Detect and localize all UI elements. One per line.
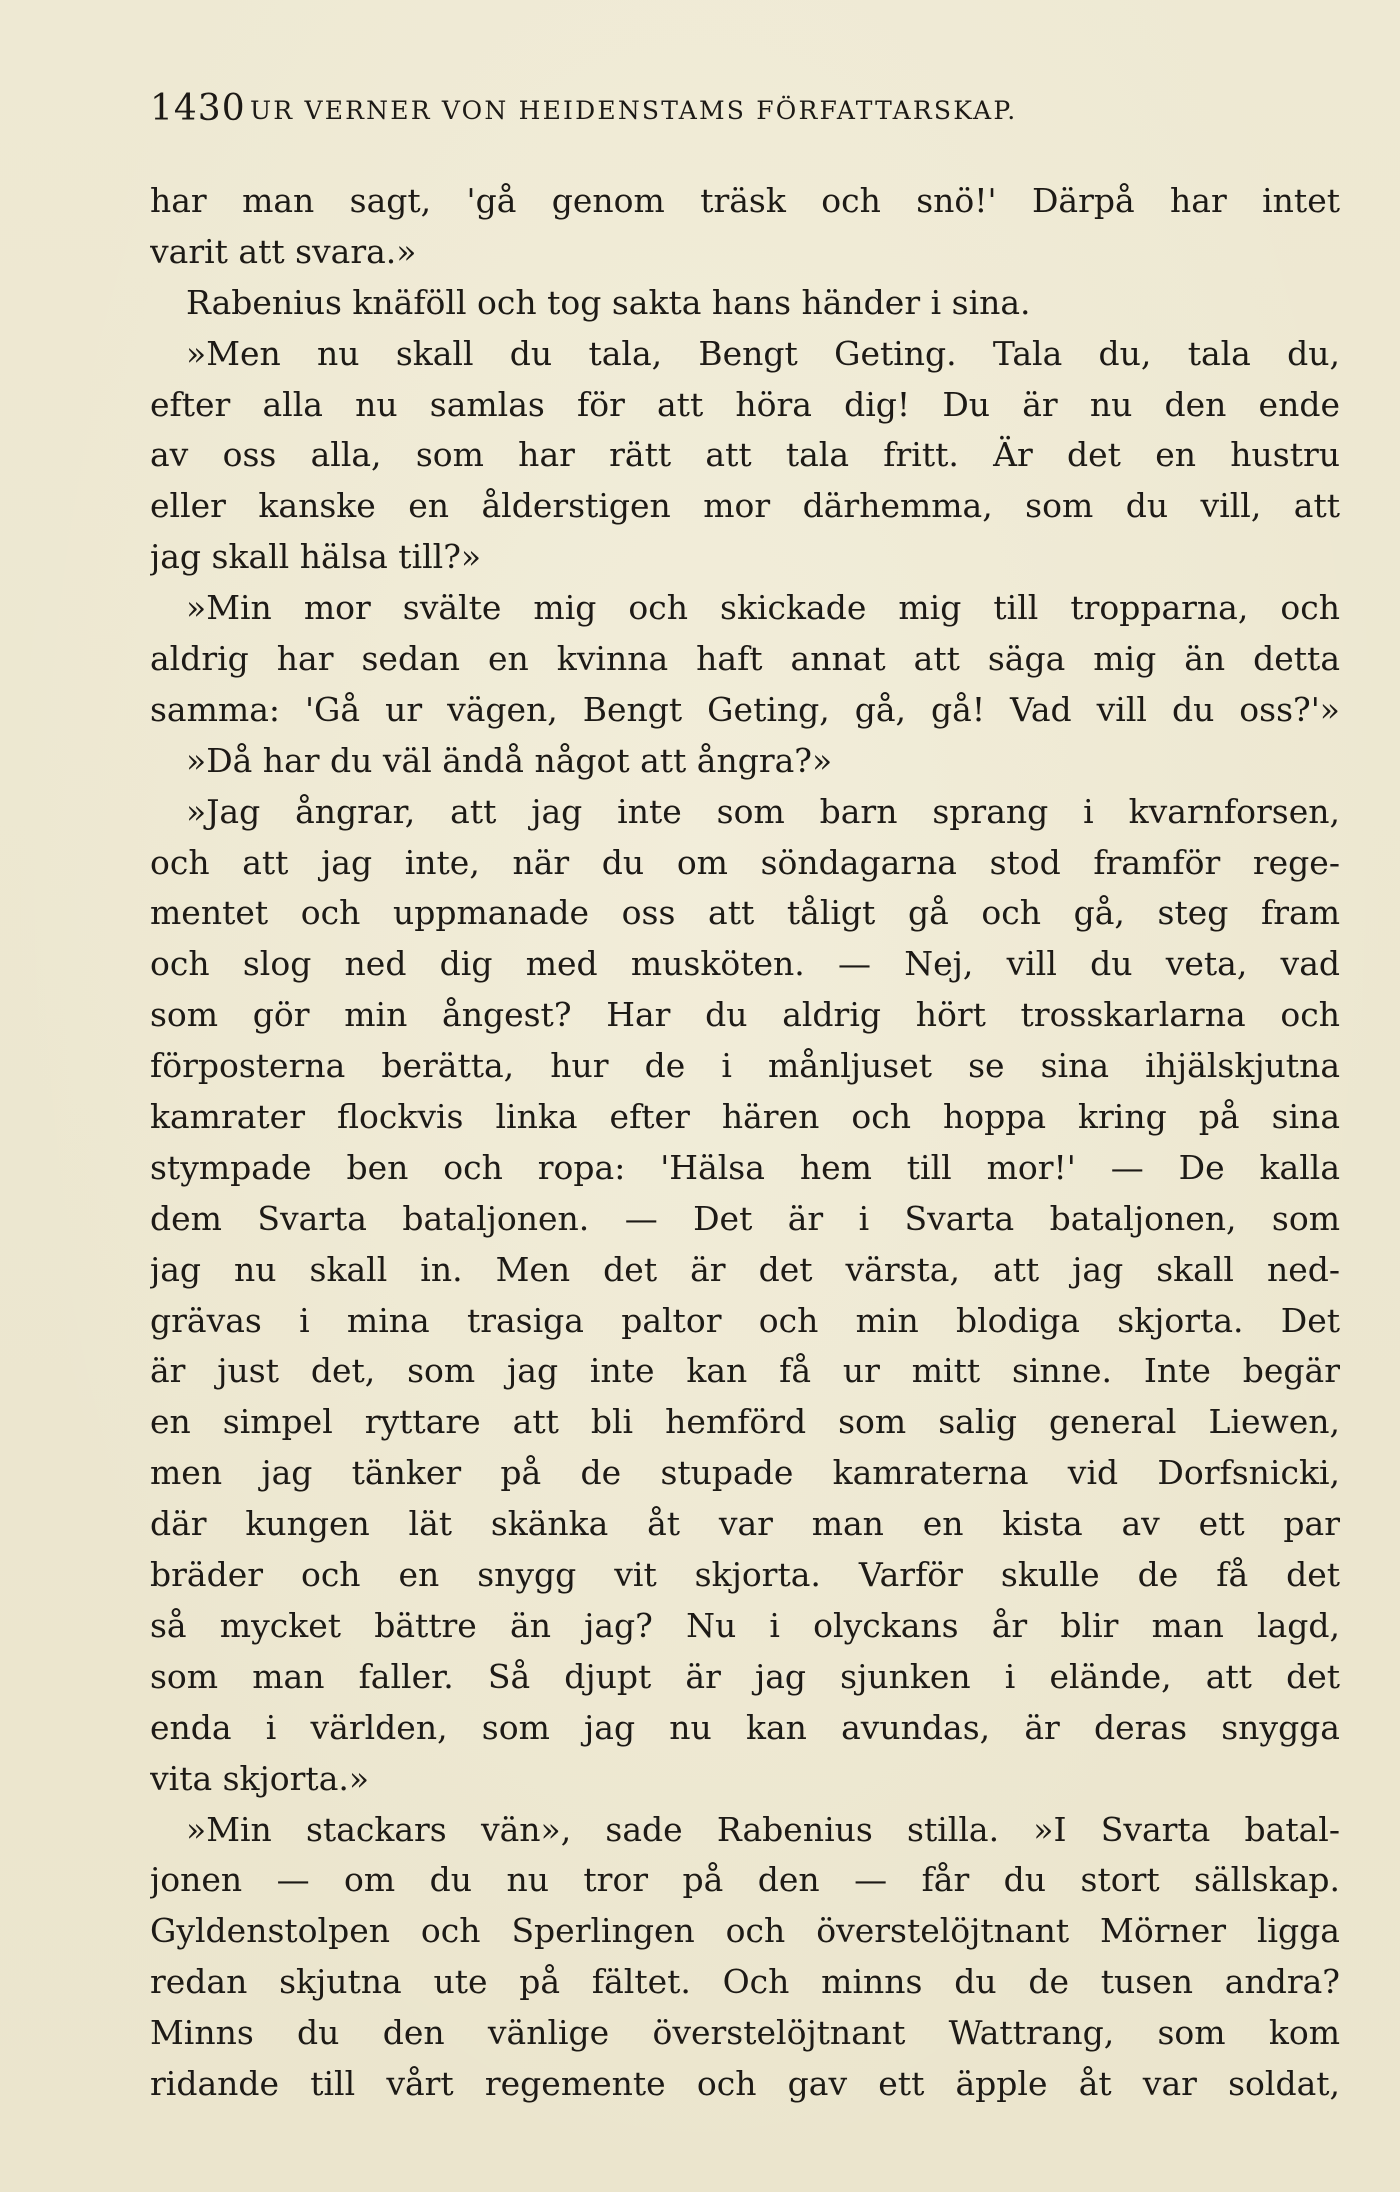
text-line: men jag tänker på de stupade kamraterna vid Dorfsnicki, bbox=[150, 1453, 1340, 1493]
text-line: som gör min ångest? Har du aldrig hört trosskarlarna och bbox=[150, 995, 1340, 1035]
text-line: en simpel ryttare att bli hemförd som salig general Liewen, bbox=[150, 1402, 1340, 1442]
text-line: jag skall hälsa till?» bbox=[150, 537, 482, 577]
page-number: 1430 bbox=[150, 88, 246, 129]
text-line: »Min stackars vän», sade Rabenius stilla. »I Svarta batal- bbox=[186, 1809, 1340, 1849]
text-line: av oss alla, som har rätt att tala fritt. Är det en hustru bbox=[150, 435, 1340, 475]
text-line: eller kanske en ålderstigen mor därhemma, som du vill, att bbox=[150, 486, 1340, 526]
text-line: Minns du den vänlige överstelöjtnant Wattrang, som kom bbox=[150, 2013, 1340, 2053]
text-line: »Min mor svälte mig och skickade mig till tropparna, och bbox=[186, 588, 1340, 628]
text-line: är just det, som jag inte kan få ur mitt sinne. Inte begär bbox=[150, 1351, 1340, 1391]
text-line: enda i världen, som jag nu kan avundas, är deras snygga bbox=[150, 1707, 1340, 1747]
text-line: aldrig har sedan en kvinna haft annat att säga mig än detta bbox=[150, 639, 1340, 679]
text-line: jonen — om du nu tror på den — får du stort sällskap. bbox=[150, 1860, 1340, 1900]
text-line: grävas i mina trasiga paltor och min blodiga skjorta. Det bbox=[150, 1300, 1340, 1340]
text-line: varit att svara.» bbox=[150, 231, 417, 271]
text-line: dem Svarta bataljonen. — Det är i Svarta bataljonen, som bbox=[150, 1198, 1340, 1238]
text-line: Gyldenstolpen och Sperlingen och överstelöjtnant Mörner ligga bbox=[150, 1911, 1340, 1951]
text-line: som man faller. Så djupt är jag sjunken i elände, att det bbox=[150, 1656, 1340, 1696]
text-line: förposterna berätta, hur de i månljuset se sina ihjälskjutna bbox=[150, 1046, 1340, 1086]
text-line: »Jag ångrar, att jag inte som barn sprang i kvarnforsen, bbox=[186, 791, 1340, 831]
text-line: Rabenius knäföll och tog sakta hans händer i sina. bbox=[186, 282, 1031, 322]
body-text bbox=[150, 176, 1340, 2110]
text-line: och att jag inte, när du om söndagarna stod framför rege- bbox=[150, 842, 1340, 882]
text-line: vita skjorta.» bbox=[150, 1758, 370, 1798]
text-line: jag nu skall in. Men det är det värsta, att jag skall ned- bbox=[150, 1249, 1340, 1289]
text-line: stympade ben och ropa: 'Hälsa hem till mor!' — De kalla bbox=[150, 1147, 1340, 1187]
running-title: UR VERNER VON HEIDENSTAMS FÖRFATTARSKAP. bbox=[250, 96, 1018, 125]
text-line: »Då har du väl ändå något att ångra?» bbox=[186, 740, 833, 780]
text-line: efter alla nu samlas för att höra dig! Du är nu den ende bbox=[150, 384, 1340, 424]
text-line: redan skjutna ute på fältet. Och minns du de tusen andra? bbox=[150, 1962, 1340, 2002]
text-line: kamrater flockvis linka efter hären och hoppa kring på sina bbox=[150, 1097, 1340, 1137]
text-line: och slog ned dig med musköten. — Nej, vill du veta, vad bbox=[150, 944, 1340, 984]
text-line: bräder och en snygg vit skjorta. Varför skulle de få det bbox=[150, 1555, 1340, 1595]
text-line: där kungen lät skänka åt var man en kista av ett par bbox=[150, 1504, 1340, 1544]
text-line: samma: 'Gå ur vägen, Bengt Geting, gå, gå! Vad vill du oss?'» bbox=[150, 689, 1340, 729]
text-line: mentet och uppmanade oss att tåligt gå och gå, steg fram bbox=[150, 893, 1340, 933]
text-line: ridande till vårt regemente och gav ett äpple åt var soldat, bbox=[150, 2063, 1340, 2103]
text-line: »Men nu skall du tala, Bengt Geting. Tala du, tala du, bbox=[186, 333, 1340, 373]
running-head bbox=[150, 88, 1340, 138]
text-line: har man sagt, 'gå genom träsk och snö!' Därpå har intet bbox=[150, 181, 1340, 220]
text-line: så mycket bättre än jag? Nu i olyckans år blir man lagd, bbox=[150, 1605, 1340, 1645]
